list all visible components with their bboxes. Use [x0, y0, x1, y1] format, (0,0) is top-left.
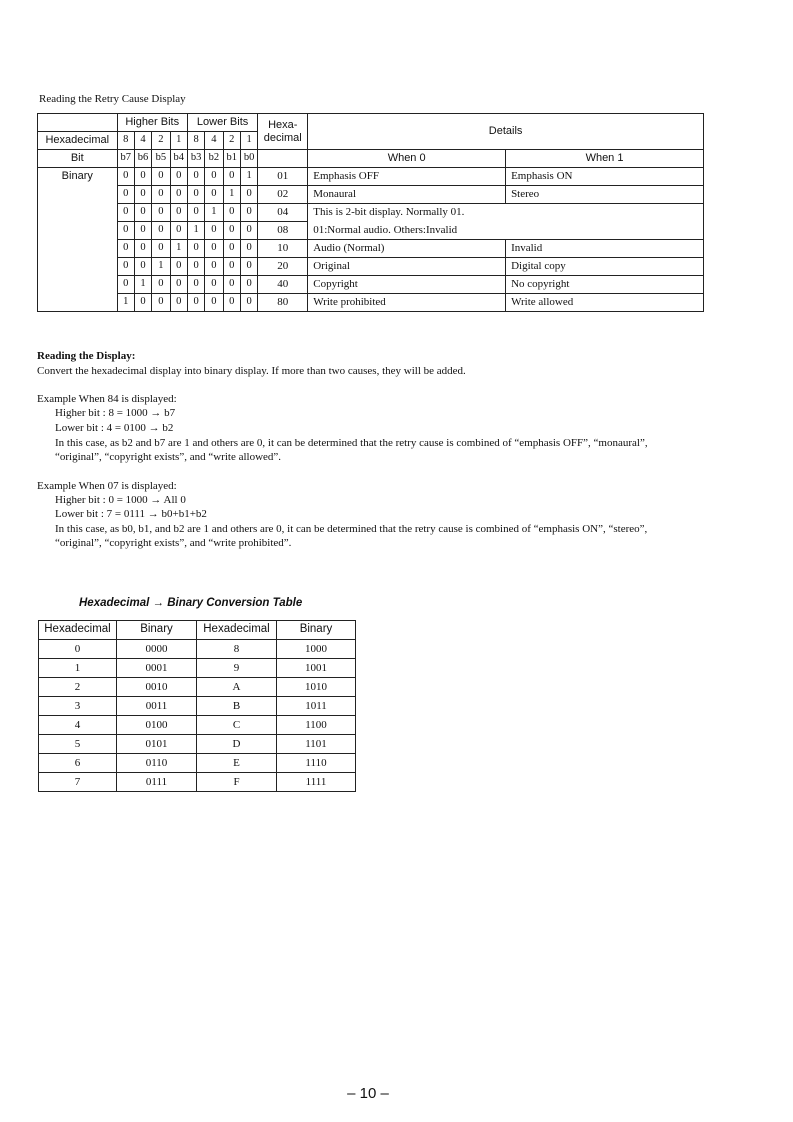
bit-value-cell: 0 — [240, 222, 257, 240]
bit-value-cell: 0 — [205, 168, 223, 186]
example1-line1: In this case, as b2 and b7 are 1 and others are 0, it can be determined that the retry cause is combined of “emphasis OFF”, “monaural”, — [55, 437, 648, 449]
conv-cell: 2 — [39, 678, 117, 697]
hex-value-cell: 80 — [258, 294, 308, 312]
weight-cell: 8 — [187, 132, 204, 150]
bit-value-cell: 1 — [117, 294, 134, 312]
bit-value-cell: 0 — [152, 168, 170, 186]
table-row — [38, 294, 704, 312]
bit-value-cell: 0 — [134, 186, 151, 204]
table-row — [39, 678, 356, 697]
example1-higher: Higher bit : 8 = 1000 → b7 — [55, 407, 176, 419]
bit-value-cell: 1 — [187, 222, 204, 240]
example1-line2: “original”, “copyright exists”, and “write allowed”. — [55, 451, 282, 463]
conv-cell: 0100 — [117, 716, 197, 735]
conv-cell: F — [197, 773, 277, 792]
detail-when0-cell: 01:Normal audio. Others:Invalid — [308, 222, 704, 240]
detail-when1-cell: Write allowed — [506, 294, 704, 312]
conv-cell: 1 — [39, 659, 117, 678]
detail-when1-cell: Stereo — [506, 186, 704, 204]
table-row — [38, 186, 704, 204]
bit-value-cell: 1 — [205, 204, 223, 222]
detail-when1-cell: No copyright — [506, 276, 704, 294]
bit-value-cell: 0 — [170, 258, 187, 276]
table-row — [38, 168, 704, 186]
bit-value-cell: 0 — [223, 276, 240, 294]
bit-name-cell: b5 — [152, 150, 170, 168]
bit-value-cell: 0 — [205, 258, 223, 276]
example1-lower: Lower bit : 4 = 0100 → b2 — [55, 422, 174, 434]
bit-value-cell: 0 — [205, 276, 223, 294]
hex-value-cell: 10 — [258, 240, 308, 258]
table-row — [38, 204, 704, 222]
table-row — [38, 240, 704, 258]
bit-value-cell: 0 — [117, 204, 134, 222]
conv-cell: E — [197, 754, 277, 773]
bit-value-cell: 1 — [223, 186, 240, 204]
bit-value-cell: 1 — [134, 276, 151, 294]
bit-value-cell: 0 — [134, 222, 151, 240]
conv-cell: D — [197, 735, 277, 754]
example1-heading: Example When 84 is displayed: — [37, 393, 177, 405]
conv-cell: 0011 — [117, 697, 197, 716]
conv-cell: 1111 — [277, 773, 356, 792]
bit-value-cell: 0 — [170, 168, 187, 186]
bit-value-cell: 0 — [205, 294, 223, 312]
conv-cell: 1001 — [277, 659, 356, 678]
bit-name-cell: b6 — [134, 150, 151, 168]
table-row — [39, 735, 356, 754]
bit-value-cell: 0 — [223, 258, 240, 276]
bit-value-cell: 0 — [134, 294, 151, 312]
binary-label: Binary — [38, 168, 118, 312]
bit-value-cell: 0 — [134, 258, 151, 276]
table-row — [39, 716, 356, 735]
table-row — [39, 754, 356, 773]
hexa-line1: Hexa- — [268, 118, 298, 131]
hex-value-cell: 08 — [258, 222, 308, 240]
conv-cell: A — [197, 678, 277, 697]
detail-when1-cell: Invalid — [506, 240, 704, 258]
detail-when1-cell: Emphasis ON — [506, 168, 704, 186]
lower-bits-header: Lower Bits — [187, 114, 257, 132]
header-blank — [38, 114, 118, 132]
conv-cell: 0010 — [117, 678, 197, 697]
bit-value-cell: 0 — [187, 240, 204, 258]
bit-value-cell: 0 — [223, 204, 240, 222]
bit-value-cell: 0 — [240, 240, 257, 258]
weight-cell: 2 — [152, 132, 170, 150]
table-caption: Reading the Retry Cause Display — [39, 93, 186, 105]
bit-name-cell: b0 — [240, 150, 257, 168]
bit-label: Bit — [38, 150, 118, 168]
detail-when1-cell: Digital copy — [506, 258, 704, 276]
conv-cell: 1110 — [277, 754, 356, 773]
example2-line1: In this case, as b0, b1, and b2 are 1 and others are 0, it can be determined that the retry cause is combined of “emphasis ON”, “stereo”, — [55, 523, 648, 535]
weight-cell: 8 — [117, 132, 134, 150]
table-row — [38, 276, 704, 294]
conv-cell: 0111 — [117, 773, 197, 792]
retry-rows — [38, 168, 704, 312]
bit-name-cell: b4 — [170, 150, 187, 168]
bit-value-cell: 0 — [170, 204, 187, 222]
conversion-table — [38, 620, 356, 792]
bit-value-cell: 0 — [205, 240, 223, 258]
hex-value-cell: 40 — [258, 276, 308, 294]
conv-header: Binary — [117, 621, 197, 640]
bit-value-cell: 0 — [152, 294, 170, 312]
conv-cell: 9 — [197, 659, 277, 678]
detail-when0-cell: This is 2-bit display. Normally 01. — [308, 204, 704, 222]
bit-value-cell: 0 — [187, 204, 204, 222]
bit-name-cell: b2 — [205, 150, 223, 168]
when0-header: When 0 — [308, 150, 506, 168]
conv-cell: 3 — [39, 697, 117, 716]
detail-when0-cell: Copyright — [308, 276, 506, 294]
bit-value-cell: 0 — [170, 222, 187, 240]
bit-value-cell: 0 — [205, 186, 223, 204]
table-row — [39, 640, 356, 659]
weight-cell: 4 — [134, 132, 151, 150]
detail-when0-cell: Emphasis OFF — [308, 168, 506, 186]
bit-value-cell: 0 — [117, 240, 134, 258]
bit-value-cell: 0 — [134, 204, 151, 222]
hex-value-cell: 04 — [258, 204, 308, 222]
bit-value-cell: 0 — [187, 276, 204, 294]
page-number: – 10 – — [347, 1085, 389, 1102]
detail-when0-cell: Monaural — [308, 186, 506, 204]
bit-value-cell: 0 — [152, 276, 170, 294]
table-row — [38, 258, 704, 276]
conv-cell: 6 — [39, 754, 117, 773]
bit-value-cell: 0 — [134, 240, 151, 258]
conversion-rows — [39, 640, 356, 792]
bit-value-cell: 0 — [240, 294, 257, 312]
bit-value-cell: 0 — [223, 222, 240, 240]
retry-cause-table — [37, 113, 704, 312]
weight-cell: 1 — [170, 132, 187, 150]
hex-value-cell: 01 — [258, 168, 308, 186]
hex-blank — [258, 150, 308, 168]
example2-lower: Lower bit : 7 = 0111 → b0+b1+b2 — [55, 508, 207, 520]
example2-higher: Higher bit : 0 = 1000 → All 0 — [55, 494, 186, 506]
bit-value-cell: 0 — [117, 168, 134, 186]
conv-cell: 5 — [39, 735, 117, 754]
hex-value-cell: 02 — [258, 186, 308, 204]
detail-when0-cell: Audio (Normal) — [308, 240, 506, 258]
conv-cell: 1000 — [277, 640, 356, 659]
reading-title: Reading the Display: — [37, 350, 136, 362]
bit-value-cell: 0 — [170, 186, 187, 204]
conv-cell: 0000 — [117, 640, 197, 659]
bit-value-cell: 1 — [240, 168, 257, 186]
bit-value-cell: 0 — [223, 294, 240, 312]
bit-value-cell: 0 — [205, 222, 223, 240]
bit-value-cell: 0 — [170, 294, 187, 312]
bit-value-cell: 0 — [152, 204, 170, 222]
bit-value-cell: 0 — [223, 240, 240, 258]
table-row — [39, 773, 356, 792]
hexadecimal-weight-label: Hexadecimal — [38, 132, 118, 150]
detail-when0-cell: Write prohibited — [308, 294, 506, 312]
conv-cell: 1011 — [277, 697, 356, 716]
bit-value-cell: 0 — [187, 258, 204, 276]
hexa-line2: decimal — [263, 131, 302, 144]
conversion-title: Hexadecimal → Binary Conversion Table — [79, 597, 303, 609]
bit-value-cell: 0 — [170, 276, 187, 294]
reading-body: Convert the hexadecimal display into binary display. If more than two causes, they will be added. — [37, 365, 466, 377]
conv-cell: 0001 — [117, 659, 197, 678]
conv-cell: 7 — [39, 773, 117, 792]
table-row — [39, 659, 356, 678]
conv-cell: 1010 — [277, 678, 356, 697]
conv-header: Hexadecimal — [39, 621, 117, 640]
when1-header: When 1 — [506, 150, 704, 168]
bit-value-cell: 0 — [240, 258, 257, 276]
bit-value-cell: 0 — [117, 222, 134, 240]
table-row — [39, 697, 356, 716]
bit-value-cell: 0 — [240, 186, 257, 204]
bit-value-cell: 0 — [152, 240, 170, 258]
conv-cell: 0 — [39, 640, 117, 659]
bit-value-cell: 0 — [134, 168, 151, 186]
conv-cell: 1101 — [277, 735, 356, 754]
bit-value-cell: 0 — [117, 186, 134, 204]
bit-value-cell: 0 — [152, 186, 170, 204]
bit-value-cell: 0 — [187, 168, 204, 186]
bit-name-cell: b1 — [223, 150, 240, 168]
detail-when0-cell: Original — [308, 258, 506, 276]
bit-value-cell: 1 — [170, 240, 187, 258]
conv-header: Hexadecimal — [197, 621, 277, 640]
table-row — [38, 222, 704, 240]
bit-name-cell: b3 — [187, 150, 204, 168]
weight-cell: 1 — [240, 132, 257, 150]
bit-value-cell: 0 — [240, 276, 257, 294]
bit-value-cell: 1 — [152, 258, 170, 276]
bit-value-cell: 0 — [187, 294, 204, 312]
conv-cell: 4 — [39, 716, 117, 735]
bit-value-cell: 0 — [117, 258, 134, 276]
higher-bits-header: Higher Bits — [117, 114, 187, 132]
conv-cell: C — [197, 716, 277, 735]
hexadecimal-header — [258, 114, 308, 150]
hex-value-cell: 20 — [258, 258, 308, 276]
weight-cell: 4 — [205, 132, 223, 150]
example2-heading: Example When 07 is displayed: — [37, 480, 177, 492]
example2-line2: “original”, “copyright exists”, and “write prohibited”. — [55, 537, 292, 549]
conv-cell: 1100 — [277, 716, 356, 735]
details-header: Details — [308, 114, 704, 150]
conv-cell: B — [197, 697, 277, 716]
conv-cell: 8 — [197, 640, 277, 659]
conv-cell: 0110 — [117, 754, 197, 773]
bit-value-cell: 0 — [240, 204, 257, 222]
conv-header: Binary — [277, 621, 356, 640]
bit-value-cell: 0 — [187, 186, 204, 204]
bit-name-cell: b7 — [117, 150, 134, 168]
conv-cell: 0101 — [117, 735, 197, 754]
bit-value-cell: 0 — [117, 276, 134, 294]
bit-value-cell: 0 — [152, 222, 170, 240]
bit-value-cell: 0 — [223, 168, 240, 186]
weight-cell: 2 — [223, 132, 240, 150]
